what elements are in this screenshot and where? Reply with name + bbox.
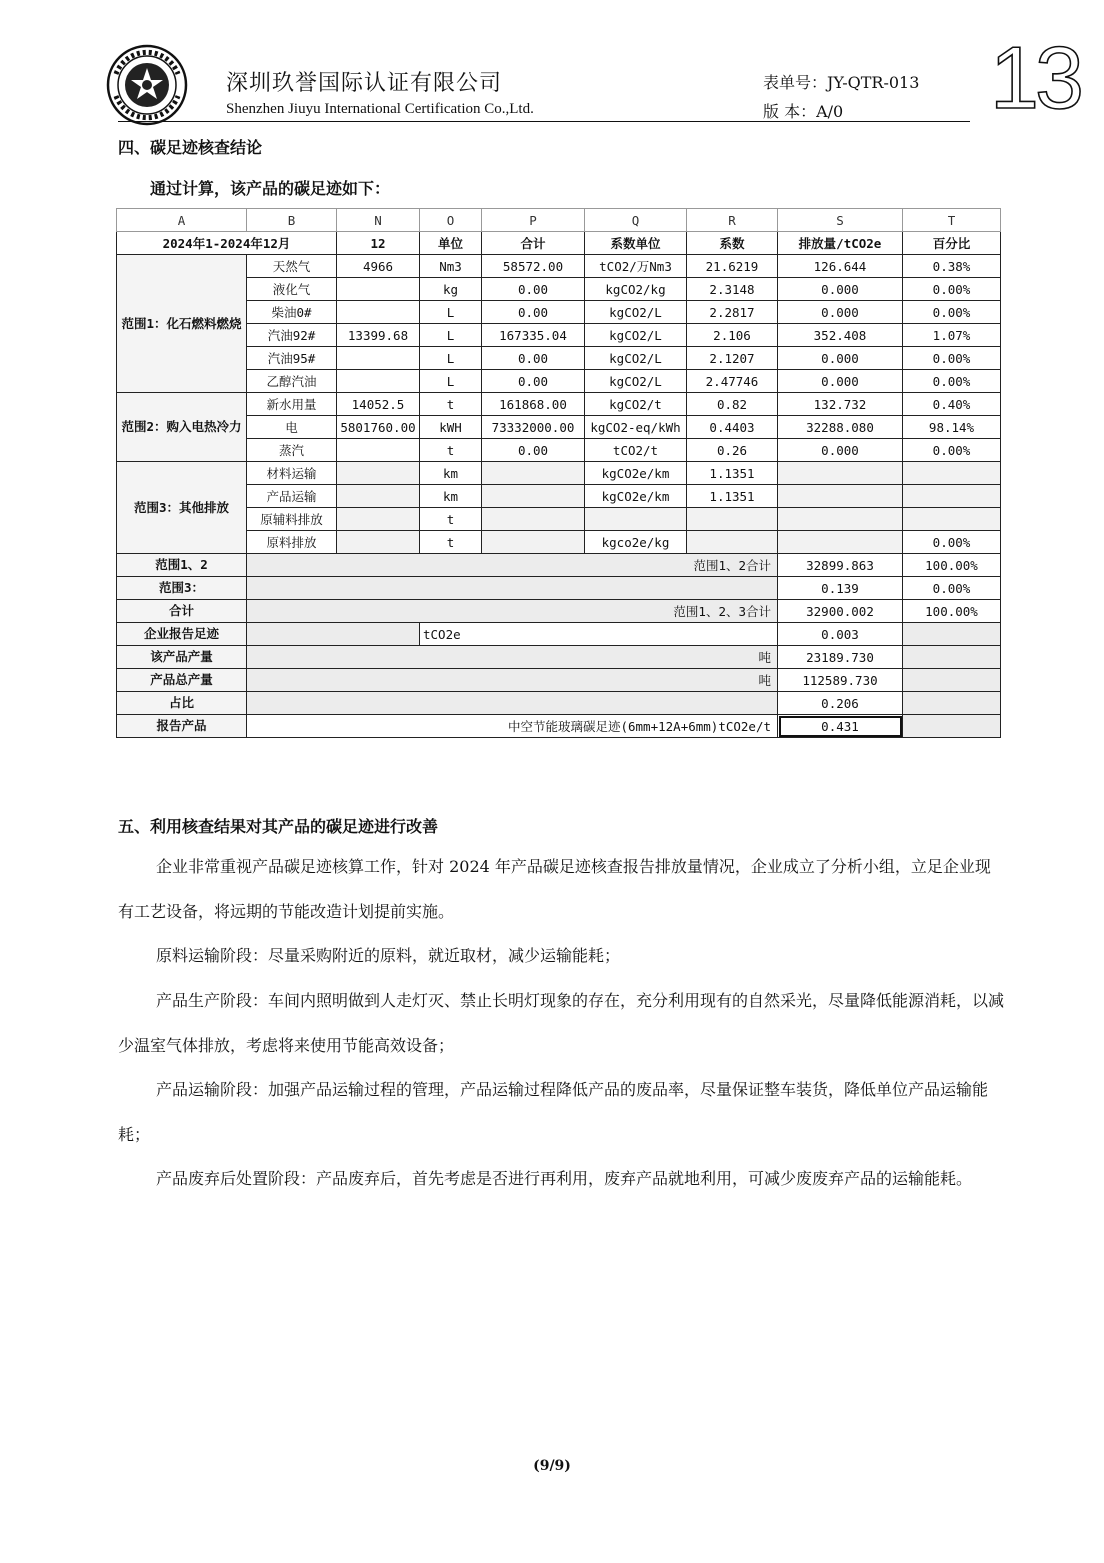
- ratio-label: 占比: [117, 692, 247, 715]
- table-row: [117, 301, 1001, 324]
- version-label: 版 本：A/0: [763, 102, 844, 121]
- table-cell: 5801760.00: [337, 416, 420, 439]
- header-divider: [118, 121, 970, 122]
- header-emission: 排放量/tCO2e: [778, 232, 903, 255]
- table-cell: [337, 439, 420, 462]
- table-row: [117, 508, 1001, 531]
- page-number: (9/9): [533, 1458, 571, 1474]
- table-cell: tCO2/t: [585, 439, 687, 462]
- table-cell: 0.00%: [903, 439, 1001, 462]
- col-letter: R: [687, 209, 778, 232]
- scope2-label: 范围2：购入电热冷力: [117, 393, 247, 462]
- table-cell: 0.82: [687, 393, 778, 416]
- product-output-pct: [903, 646, 1001, 669]
- total-output-label: 产品总产量: [117, 669, 247, 692]
- corp-footprint-unit: tCO2e: [420, 623, 778, 646]
- table-cell: 13399.68: [337, 324, 420, 347]
- table-cell: [687, 508, 778, 531]
- paragraph-raw-transport: 原料运输阶段：尽量采购附近的原料，就近取材，减少运输能耗；: [156, 946, 621, 965]
- table-cell: 0.00: [482, 278, 585, 301]
- table-cell: Nm3: [420, 255, 482, 278]
- table-cell: [482, 508, 585, 531]
- col-letter: A: [117, 209, 247, 232]
- table-cell: 14052.5: [337, 393, 420, 416]
- sum-scope3-value: 0.139: [778, 577, 903, 600]
- paragraph-product-transport: 产品运输阶段：加强产品运输过程的管理，产品运输过程降低产品的废品率，尽量保证整车装货，降低单位产品运输能耗；: [118, 1080, 989, 1144]
- table-cell: t: [420, 439, 482, 462]
- form-number: 表单号：JY-QTR-013: [763, 73, 920, 92]
- table-cell: t: [420, 393, 482, 416]
- table-cell: kgCO2/L: [585, 370, 687, 393]
- table-cell: [778, 531, 903, 554]
- table-cell: [482, 485, 585, 508]
- table-cell: 0.4403: [687, 416, 778, 439]
- col-letter: S: [778, 209, 903, 232]
- table-cell: [337, 531, 420, 554]
- header-factor: 系数: [687, 232, 778, 255]
- table-cell: 2.2817: [687, 301, 778, 324]
- table-cell: 0.00%: [903, 531, 1001, 554]
- table-cell: 167335.04: [482, 324, 585, 347]
- paragraph-disposal: 产品废弃后处置阶段：产品废弃后，首先考虑是否进行再利用，废弃产品就地利用，可减少废废弃产品的运输能耗。: [156, 1169, 973, 1188]
- total-value: 32900.002: [778, 600, 903, 623]
- table-cell: 2.1207: [687, 347, 778, 370]
- sum-scope12-caption: 范围1、2合计: [247, 554, 778, 577]
- table-header-row: [117, 232, 1001, 255]
- table-cell: [482, 462, 585, 485]
- section-4-intro: 通过计算，该产品的碳足迹如下：: [150, 179, 391, 198]
- table-cell: 58572.00: [482, 255, 585, 278]
- table-cell: 0.38%: [903, 255, 1001, 278]
- table-cell: 0.40%: [903, 393, 1001, 416]
- company-seal-logo: [106, 44, 188, 126]
- table-cell: [778, 508, 903, 531]
- table-cell: 产品运输: [247, 485, 337, 508]
- product-output-label: 该产品产量: [117, 646, 247, 669]
- table-cell: 32288.080: [778, 416, 903, 439]
- table-cell: 0.000: [778, 370, 903, 393]
- table-cell: t: [420, 508, 482, 531]
- table-cell: 原辅料排放: [247, 508, 337, 531]
- company-name-en: Shenzhen Jiuyu International Certification Co.,Ltd.: [226, 101, 534, 117]
- table-cell: [337, 462, 420, 485]
- header-period: 2024年1-2024年12月: [117, 232, 337, 255]
- table-cell: kg: [420, 278, 482, 301]
- ratio-value: 0.206: [778, 692, 903, 715]
- header-unit: 单位: [420, 232, 482, 255]
- table-cell: L: [420, 301, 482, 324]
- paragraph-production: 产品生产阶段：车间内照明做到人走灯灭、禁止长明灯现象的存在，充分利用现有的自然采光，尽量降低能源消耗，以减少温室气体排放，考虑将来使用节能高效设备；: [118, 991, 1005, 1055]
- table-cell: [903, 508, 1001, 531]
- table-cell: 0.00: [482, 370, 585, 393]
- ratio-row: [117, 692, 1001, 715]
- total-row: [117, 600, 1001, 623]
- table-cell: 0.00%: [903, 347, 1001, 370]
- table-cell: [337, 301, 420, 324]
- table-cell: kgCO2/t: [585, 393, 687, 416]
- table-cell: km: [420, 485, 482, 508]
- corp-footprint-blank: [247, 623, 420, 646]
- table-cell: kgCO2/L: [585, 324, 687, 347]
- table-cell: 161868.00: [482, 393, 585, 416]
- table-cell: km: [420, 462, 482, 485]
- page-mark: 13: [990, 28, 1080, 127]
- table-row: [117, 278, 1001, 301]
- sum-scope12-label: 范围1、2: [117, 554, 247, 577]
- sum-scope12-row: [117, 554, 1001, 577]
- table-cell: [778, 485, 903, 508]
- table-cell: 21.6219: [687, 255, 778, 278]
- table-cell: 0.00: [482, 301, 585, 324]
- table-cell: kgCO2/kg: [585, 278, 687, 301]
- table-cell: kgco2e/kg: [585, 531, 687, 554]
- table-cell: L: [420, 347, 482, 370]
- corp-footprint-value: 0.003: [778, 623, 903, 646]
- table-cell: [337, 278, 420, 301]
- company-name-cn: 深圳玖誉国际认证有限公司: [226, 71, 503, 96]
- table-cell: [337, 347, 420, 370]
- table-cell: L: [420, 370, 482, 393]
- carbon-footprint-table: [116, 208, 1004, 760]
- table-row: [117, 439, 1001, 462]
- col-letter: O: [420, 209, 482, 232]
- corp-footprint-pct: [903, 623, 1001, 646]
- report-product-label: 报告产品: [117, 715, 247, 738]
- table-cell: 汽油95#: [247, 347, 337, 370]
- table-row: [117, 324, 1001, 347]
- table-cell: 0.000: [778, 301, 903, 324]
- table-cell: 柴油0#: [247, 301, 337, 324]
- section-5-title: 五、利用核查结果对其产品的碳足迹进行改善: [118, 817, 439, 836]
- report-product-value: 0.431: [778, 715, 903, 738]
- table-cell: [585, 508, 687, 531]
- table-row: [117, 416, 1001, 439]
- total-output-unit: 吨: [247, 669, 778, 692]
- paragraph-intro: 企业非常重视产品碳足迹核算工作，针对 2024 年产品碳足迹核查报告排放量情况，企业成立了分析小组，立足企业现有工艺设备，将远期的节能改造计划提前实施。: [118, 857, 991, 921]
- table-row: [117, 393, 1001, 416]
- table-cell: 2.106: [687, 324, 778, 347]
- table-cell: kgCO2-eq/kWh: [585, 416, 687, 439]
- total-pct: 100.00%: [903, 600, 1001, 623]
- table-cell: 汽油92#: [247, 324, 337, 347]
- table-cell: L: [420, 324, 482, 347]
- table-row: [117, 485, 1001, 508]
- table-cell: 132.732: [778, 393, 903, 416]
- ratio-blank: [247, 692, 778, 715]
- table-cell: [337, 370, 420, 393]
- table-cell: [903, 462, 1001, 485]
- table-cell: 73332000.00: [482, 416, 585, 439]
- table-row: [117, 370, 1001, 393]
- sum-scope3-row: [117, 577, 1001, 600]
- table-cell: 蒸汽: [247, 439, 337, 462]
- table-cell: kWH: [420, 416, 482, 439]
- table-cell: 材料运输: [247, 462, 337, 485]
- col-letter: B: [247, 209, 337, 232]
- table-row: [117, 347, 1001, 370]
- table-cell: 126.644: [778, 255, 903, 278]
- table-cell: tCO2/万Nm3: [585, 255, 687, 278]
- table-cell: [778, 462, 903, 485]
- total-output-value: 112589.730: [778, 669, 903, 692]
- table-cell: 0.00: [482, 439, 585, 462]
- report-product-row: [117, 715, 1001, 738]
- table-cell: kgCO2/L: [585, 347, 687, 370]
- total-output-pct: [903, 669, 1001, 692]
- col-letter: Q: [585, 209, 687, 232]
- col-letter: P: [482, 209, 585, 232]
- table-cell: 1.1351: [687, 485, 778, 508]
- corp-footprint-row: [117, 623, 1001, 646]
- table-cell: 4966: [337, 255, 420, 278]
- table-cell: 电: [247, 416, 337, 439]
- report-product-caption: 中空节能玻璃碳足迹(6mm+12A+6mm)tCO2e/t: [247, 715, 778, 738]
- table-cell: 0.000: [778, 347, 903, 370]
- header-factor-unit: 系数单位: [585, 232, 687, 255]
- table-cell: 0.26: [687, 439, 778, 462]
- table-cell: 1.07%: [903, 324, 1001, 347]
- table-cell: 0.00%: [903, 370, 1001, 393]
- sum-scope3-label: 范围3：: [117, 577, 247, 600]
- sum-scope3-pct: 0.00%: [903, 577, 1001, 600]
- table-cell: [337, 485, 420, 508]
- table-cell: kgCO2e/km: [585, 485, 687, 508]
- table-cell: t: [420, 531, 482, 554]
- table-cell: 液化气: [247, 278, 337, 301]
- table-cell: 0.000: [778, 278, 903, 301]
- report-product-pct: [903, 715, 1001, 738]
- table-cell: [482, 531, 585, 554]
- table-cell: 0.00%: [903, 301, 1001, 324]
- table-cell: 1.1351: [687, 462, 778, 485]
- total-caption: 范围1、2、3合计: [247, 600, 778, 623]
- total-label: 合计: [117, 600, 247, 623]
- ratio-pct: [903, 692, 1001, 715]
- table-cell: 乙醇汽油: [247, 370, 337, 393]
- table-cell: 0.00: [482, 347, 585, 370]
- table-cell: 原料排放: [247, 531, 337, 554]
- col-letter: N: [337, 209, 420, 232]
- table-cell: kgCO2e/km: [585, 462, 687, 485]
- table-cell: 天然气: [247, 255, 337, 278]
- table-cell: 0.00%: [903, 278, 1001, 301]
- scope1-label: 范围1：化石燃料燃烧: [117, 255, 247, 393]
- table-cell: [687, 531, 778, 554]
- total-output-row: [117, 669, 1001, 692]
- sum-scope12-value: 32899.863: [778, 554, 903, 577]
- table-cell: [337, 508, 420, 531]
- header-total: 合计: [482, 232, 585, 255]
- table-row: [117, 255, 1001, 278]
- section-4-title: 四、碳足迹核查结论: [118, 138, 263, 157]
- product-output-unit: 吨: [247, 646, 778, 669]
- table-cell: 新水用量: [247, 393, 337, 416]
- table-cell: 2.3148: [687, 278, 778, 301]
- product-output-value: 23189.730: [778, 646, 903, 669]
- table-cell: kgCO2/L: [585, 301, 687, 324]
- col-letter: T: [903, 209, 1001, 232]
- table-cell: 0.000: [778, 439, 903, 462]
- sum-scope12-pct: 100.00%: [903, 554, 1001, 577]
- table-cell: 98.14%: [903, 416, 1001, 439]
- corp-footprint-label: 企业报告足迹: [117, 623, 247, 646]
- table-cell: 2.47746: [687, 370, 778, 393]
- table-row: [117, 531, 1001, 554]
- table-cell: 352.408: [778, 324, 903, 347]
- header-months: 12: [337, 232, 420, 255]
- sum-scope3-blank: [247, 577, 778, 600]
- scope3-label: 范围3：其他排放: [117, 462, 247, 554]
- column-letter-row: [117, 209, 1001, 232]
- header-percent: 百分比: [903, 232, 1001, 255]
- table-cell: [903, 485, 1001, 508]
- table-row: [117, 462, 1001, 485]
- product-output-row: [117, 646, 1001, 669]
